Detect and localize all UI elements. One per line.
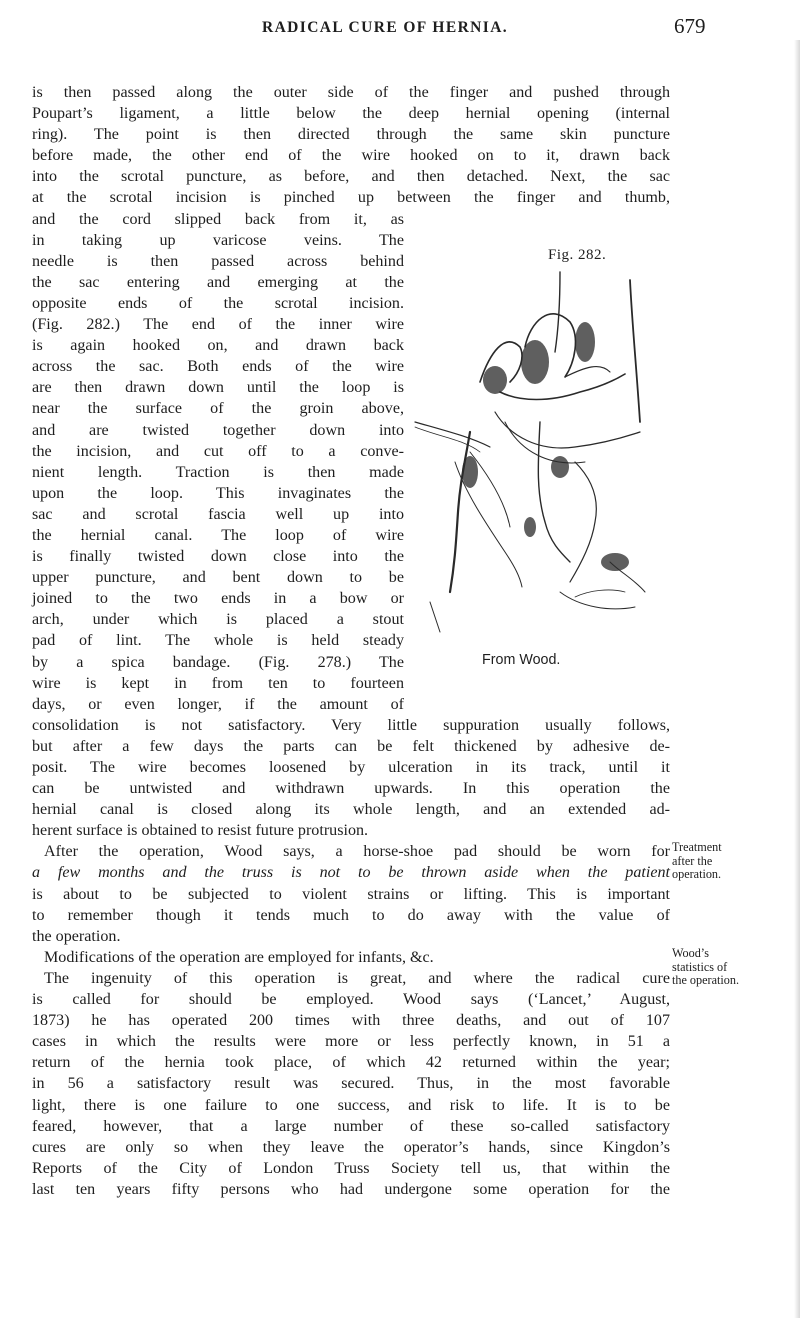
text-line: the incision, and cut off to a conve-	[32, 442, 404, 460]
figure-credit: From Wood.	[482, 652, 561, 668]
margin-note-line: operation.	[672, 867, 722, 881]
text-line: is again hooked on, and drawn back	[32, 337, 404, 355]
margin-note-line: statistics of	[672, 959, 728, 974]
text-line: sac and scrotal fascia well up into	[32, 505, 404, 523]
margin-note-line: the operation.	[672, 973, 740, 987]
text-line: ring). The point is then directed through the same skin puncture	[32, 126, 670, 144]
text-line: nient length. Traction is then made	[32, 463, 404, 481]
text-line: upper puncture, and bent down to be	[32, 569, 404, 587]
text-line: joined to the two ends in a bow or	[32, 590, 404, 608]
text-line: the hernial canal. The loop of wire	[32, 526, 404, 544]
text-line: Reports of the City of London Truss Society tell us, that within the	[32, 1159, 670, 1177]
margin-note-treatment	[672, 841, 800, 882]
text-line: cures are only so when they leave the operator’s hands, since Kingdon’s	[32, 1138, 670, 1156]
text-line: opposite ends of the scrotal incision.	[32, 294, 404, 312]
text-line: is called for should be employed. Wood says (‘Lancet,’ August,	[32, 991, 670, 1009]
text-line: the sac entering and emerging at the	[32, 273, 404, 291]
text-line: before made, the other end of the wire hooked on to it, drawn back	[32, 147, 670, 165]
text-line: at the scrotal incision is pinched up between the finger and thumb,	[32, 189, 670, 207]
text-line: are then drawn down until the loop is	[32, 379, 404, 397]
margin-note-line: after the	[672, 853, 713, 868]
text-line: 1873) he has operated 200 times with three deaths, and out of 107	[32, 1012, 670, 1030]
text-line: upon the loop. This invaginates the	[32, 484, 404, 502]
margin-note-line: Wood’s	[672, 946, 709, 960]
text-line: Poupart’s ligament, a little below the deep hernial opening (internal	[32, 105, 670, 123]
page-edge	[794, 40, 800, 1318]
text-line: can be untwisted and withdrawn upwards. In this operation the	[32, 780, 670, 798]
text-line: in 56 a satisfactory result was secured. Thus, in the most favorable	[32, 1075, 670, 1093]
text-line: cases in which the results were more or less perfectly known, in 51 a	[32, 1033, 670, 1051]
text-line: light, there is one failure to one success, and risk to life. It is to be	[32, 1096, 670, 1114]
text-line: (Fig. 282.) The end of the inner wire	[32, 316, 404, 334]
body-text-top	[32, 82, 670, 1200]
text-line: and the cord slipped back from it, as	[32, 210, 404, 228]
text-line: consolidation is not satisfactory. Very little suppuration usually follows,	[32, 716, 670, 734]
text-line: and are twisted together down into	[32, 421, 404, 439]
text-line: Modifications of the operation are employed for infants, &c.	[44, 948, 434, 966]
text-line: hernial canal is closed along its whole length, and an extended ad-	[32, 801, 670, 819]
text-line: in taking up varicose veins. The	[32, 231, 404, 249]
text-line: days, or even longer, if the amount of	[32, 695, 404, 713]
text-line: is finally twisted down close into the	[32, 548, 404, 566]
text-line: After the operation, Wood says, a horse-shoe pad should be worn for	[44, 843, 670, 861]
text-line: a few months and the truss is not to be thrown aside when the patient	[32, 864, 670, 882]
text-line: but after a few days the parts can be felt thickened by adhesive de-	[32, 737, 670, 755]
text-line: into the scrotal puncture, as before, and then detached. Next, the sac	[32, 168, 670, 186]
text-line: is about to be subjected to violent strains or lifting. This is important	[32, 885, 670, 903]
text-line: posit. The wire becomes loosened by ulceration in its track, until it	[32, 759, 670, 776]
page-number: 679	[674, 14, 706, 38]
text-line: arch, under which is placed a stout	[32, 611, 404, 629]
margin-note-line: Treatment	[672, 840, 722, 854]
margin-note-statistics	[672, 947, 800, 988]
text-line: herent surface is obtained to resist future protrusion.	[32, 822, 369, 840]
page-header	[0, 6, 800, 40]
text-line: needle is then passed across behind	[32, 252, 404, 270]
running-head: RADICAL CURE OF HERNIA.	[262, 19, 509, 36]
text-line: near the surface of the groin above,	[32, 400, 404, 418]
text-line: The ingenuity of this operation is great, and where the radical cure	[44, 969, 670, 987]
text-line: feared, however, that a large number of these so-called satisfactory	[32, 1117, 670, 1135]
text-line: pad of lint. The whole is held steady	[32, 632, 404, 650]
text-line: return of the hernia took place, of which 42 returned within the year;	[32, 1054, 670, 1072]
text-line: wire is kept in from ten to fourteen	[32, 674, 404, 692]
text-line: across the sac. Both ends of the wire	[32, 358, 404, 376]
figure-label: Fig. 282.	[548, 247, 607, 263]
text-line: is then passed along the outer side of the finger and pushed through	[32, 84, 670, 101]
text-line: the operation.	[32, 927, 121, 945]
text-line: last ten years fifty persons who had undergone some operation for the	[32, 1180, 670, 1198]
text-line: by a spica bandage. (Fig. 278.) The	[32, 653, 404, 671]
text-line: to remember though it tends much to do away with the value of	[32, 906, 670, 924]
